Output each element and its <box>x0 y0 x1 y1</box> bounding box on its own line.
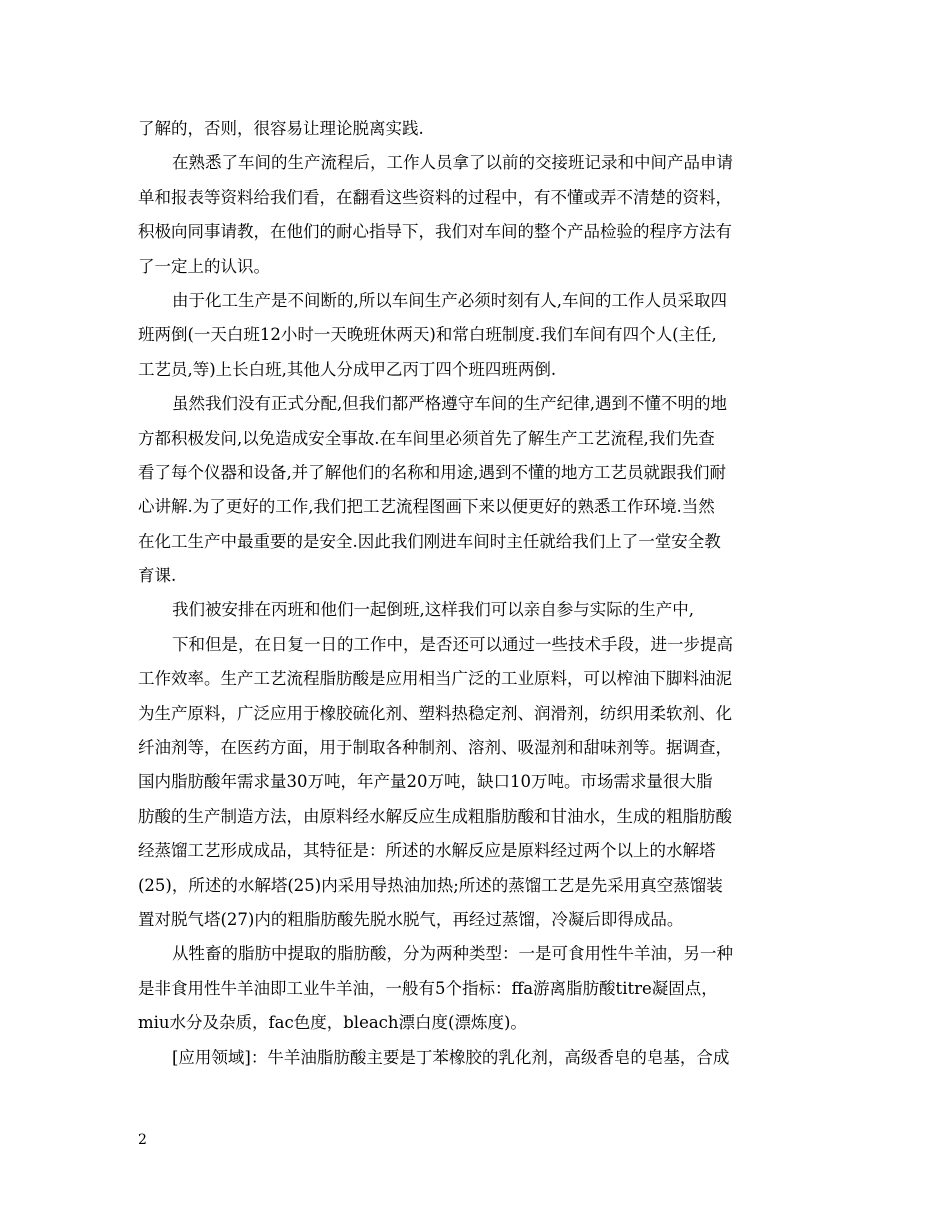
text-line: 心讲解.为了更好的工作,我们把工艺流程图画下来以便更好的熟悉工作环境.当然 <box>138 497 715 517</box>
text-line: 积极向同事请教，在他们的耐心指导下，我们对车间的整个产品检验的程序方法有 <box>138 222 732 242</box>
text-line: 工作效率。生产工艺流程脂肪酸是应用相当广泛的工业原料，可以榨油下脚料油泥 <box>138 669 732 689</box>
page-number: 2 <box>138 1132 147 1148</box>
text-line: 我们被安排在丙班和他们一起倒班,这样我们可以亲自参与实际的生产中, <box>172 600 694 620</box>
text-line: 了一定上的认识。 <box>138 256 270 276</box>
text-line: 肪酸的生产制造方法，由原料经水解反应生成粗脂肪酸和甘油水，生成的粗脂肪酸 <box>138 806 732 826</box>
text-line: 单和报表等资料给我们看，在翻看这些资料的过程中，有不懂或弄不清楚的资料， <box>138 187 732 207</box>
text-line: 工艺员,等)上长白班,其他人分成甲乙丙丁四个班四班两倒. <box>138 359 557 379</box>
text-line: 经蒸馏工艺形成成品，其特征是：所述的水解反应是原料经过两个以上的水解塔 <box>138 841 716 861</box>
body-text <box>138 112 820 1075</box>
text-line: 在熟悉了车间的生产流程后，工作人员拿了以前的交接班记录和中间产品申请 <box>172 153 733 173</box>
text-line: (25)，所述的水解塔(25)内采用导热油加热;所述的蒸馏工艺是先采用真空蒸馏装 <box>138 875 723 895</box>
text-line: 下和但是，在日复一日的工作中，是否还可以通过一些技术手段，进一步提高 <box>172 634 733 654</box>
text-line: 纤油剂等，在医药方面，用于制取各种制剂、溶剂、吸湿剂和甜味剂等。据调查， <box>138 738 732 758</box>
text-line: 班两倒(一天白班12小时一天晚班休两天)和常白班制度.我们车间有四个人(主任, <box>138 325 717 345</box>
text-line: 国内脂肪酸年需求量30万吨，年产量20万吨，缺口10万吨。市场需求量很大脂 <box>138 772 713 792</box>
text-line: [应用领域]：牛羊油脂肪酸主要是丁苯橡胶的乳化剂，高级香皂的皂基，合成 <box>172 1047 730 1067</box>
text-line: 从牲畜的脂肪中提取的脂肪酸，分为两种类型：一是可食用性牛羊油，另一种 <box>172 944 733 964</box>
text-line: 置对脱气塔(27)内的粗脂肪酸先脱水脱气，再经过蒸馏，冷凝后即得成品。 <box>138 909 684 929</box>
text-line: 由于化工生产是不间断的,所以车间生产必须时刻有人,车间的工作人员采取四 <box>172 290 727 310</box>
text-line: miu水分及杂质，fac色度，bleach漂白度(漂炼度)。 <box>138 1013 527 1033</box>
text-line: 虽然我们没有正式分配,但我们都严格遵守车间的生产纪律,遇到不懂不明的地 <box>172 394 727 414</box>
text-line: 了解的，否则，很容易让理论脱离实践. <box>138 119 424 138</box>
text-line: 看了每个仪器和设备,并了解他们的名称和用途,遇到不懂的地方工艺员就跟我们耐 <box>138 462 726 482</box>
text-line: 育课. <box>138 566 177 586</box>
text-line: 是非食用性牛羊油即工业牛羊油，一般有5个指标：ffa游离脂肪酸titre凝固点， <box>138 978 718 998</box>
text-line: 为生产原料，广泛应用于橡胶硫化剂、塑料热稳定剂、润滑剂，纺织用柔软剂、化 <box>138 703 732 723</box>
text-line: 在化工生产中最重要的是安全.因此我们刚进车间时主任就给我们上了一堂安全教 <box>138 531 721 551</box>
text-line: 方都积极发问,以免造成安全事故.在车间里必须首先了解生产工艺流程,我们先查 <box>138 428 715 448</box>
